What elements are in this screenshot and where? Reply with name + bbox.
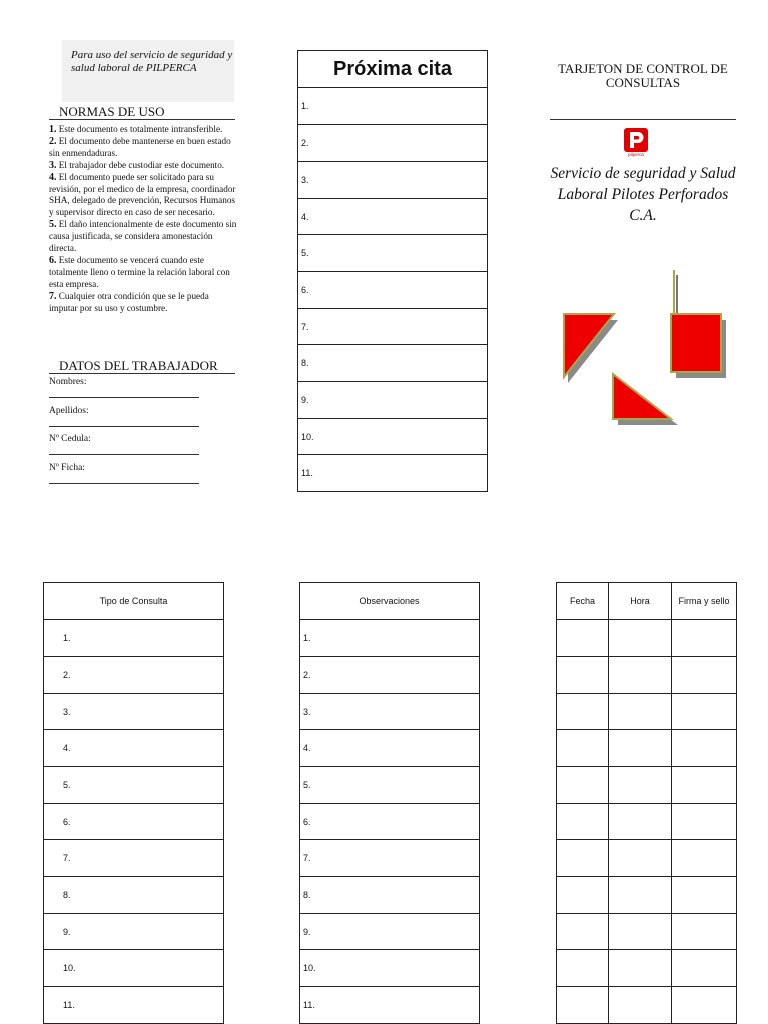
table-row xyxy=(557,987,737,1024)
fecha-cell[interactable] xyxy=(557,694,609,730)
usage-note-text: Para uso del servicio de seguridad y salud laboral de PILPERCA xyxy=(71,49,233,74)
table-row[interactable]: 10. xyxy=(300,950,480,987)
firma-cell[interactable] xyxy=(672,877,737,914)
rule-item xyxy=(49,160,239,172)
geometric-logo-icon xyxy=(555,265,735,435)
rule-item xyxy=(49,136,239,160)
hora-cell[interactable] xyxy=(609,620,672,657)
table-row[interactable]: 2. xyxy=(300,657,480,694)
observaciones-table xyxy=(299,582,480,1024)
worker-field-ficha[interactable] xyxy=(49,462,239,491)
table-row[interactable]: 10. xyxy=(298,419,488,455)
hora-cell[interactable] xyxy=(609,877,672,914)
field-label: Apellidos: xyxy=(49,405,89,416)
fecha-cell[interactable] xyxy=(557,950,609,987)
table-row[interactable]: 3. xyxy=(298,162,488,199)
rule-item xyxy=(49,172,239,220)
table-row xyxy=(557,730,737,767)
table-row[interactable]: 11. xyxy=(300,987,480,1024)
table-row[interactable]: 5. xyxy=(300,767,480,804)
rule-text: El trabajador debe custodiar este documento. xyxy=(56,159,225,170)
rule-number: 4. xyxy=(49,171,57,183)
hora-cell[interactable] xyxy=(609,657,672,694)
registro-table xyxy=(556,582,737,1024)
worker-field-nombres[interactable] xyxy=(49,376,239,405)
firma-cell[interactable] xyxy=(672,987,737,1024)
table-row xyxy=(557,877,737,914)
fecha-cell[interactable] xyxy=(557,620,609,657)
tipo-consulta-table xyxy=(43,582,224,1024)
firma-cell[interactable] xyxy=(672,914,737,950)
table-row[interactable]: 3. xyxy=(300,694,480,730)
pilperca-logo xyxy=(623,127,649,161)
fecha-cell[interactable] xyxy=(557,987,609,1024)
hora-header: Hora xyxy=(609,583,672,620)
rule-text: Cualquier otra condición que se le pueda imputar por su uso y costumbre. xyxy=(49,290,209,313)
proxima-cita-title: Próxima cita xyxy=(298,51,488,88)
rule-number: 3. xyxy=(49,159,57,171)
fecha-header: Fecha xyxy=(557,583,609,620)
table-row xyxy=(557,950,737,987)
rule-text: El documento puede ser solicitado para su revisión, por el medico de la empresa, coordinador SHA, delegado de prevención, Recursos Humanos y supervisor directo en caso de ser necesario. xyxy=(49,171,236,218)
usage-note xyxy=(62,40,234,102)
table-row[interactable]: 6. xyxy=(300,804,480,840)
rules-list xyxy=(49,124,239,315)
worker-data-heading: DATOS DEL TRABAJADOR xyxy=(49,358,235,374)
title-divider xyxy=(550,119,736,120)
table-row[interactable]: 11. xyxy=(44,987,224,1024)
table-row xyxy=(557,767,737,804)
firma-cell[interactable] xyxy=(672,804,737,840)
table-row xyxy=(557,914,737,950)
firma-cell[interactable] xyxy=(672,840,737,877)
rule-text: Este documento se vencerá cuando este totalmente lleno o termine la relación laboral con esta empresa. xyxy=(49,254,230,289)
hora-cell[interactable] xyxy=(609,804,672,840)
rule-number: 5. xyxy=(49,219,57,231)
rule-number: 1. xyxy=(49,124,57,135)
worker-field-apellidos[interactable] xyxy=(49,405,239,434)
rule-text: El daño intencionalmente de este documento sin causa justificada, se considera amonestación directa. xyxy=(49,219,237,254)
fecha-cell[interactable] xyxy=(557,804,609,840)
fecha-cell[interactable] xyxy=(557,840,609,877)
field-line xyxy=(49,397,199,398)
table-row[interactable]: 10. xyxy=(44,950,224,987)
table-row[interactable]: 6. xyxy=(298,272,488,309)
table-row[interactable]: 6. xyxy=(44,804,224,840)
table-row[interactable]: 7. xyxy=(298,309,488,345)
rule-number: 2. xyxy=(49,135,57,147)
hora-cell[interactable] xyxy=(609,730,672,767)
table-row[interactable]: 1. xyxy=(300,620,480,657)
fecha-cell[interactable] xyxy=(557,730,609,767)
rule-item xyxy=(49,291,239,315)
firma-cell[interactable] xyxy=(672,730,737,767)
table-row[interactable]: 1. xyxy=(298,88,488,125)
proxima-cita-table xyxy=(297,50,488,492)
observaciones-header: Observaciones xyxy=(300,583,480,620)
table-row[interactable]: 4. xyxy=(300,730,480,767)
field-label: Nombres: xyxy=(49,377,87,387)
table-row xyxy=(557,804,737,840)
worker-field-cedula[interactable] xyxy=(49,433,239,462)
firma-cell[interactable] xyxy=(672,657,737,694)
field-line xyxy=(49,483,199,484)
rule-number: 6. xyxy=(49,254,57,266)
firma-cell[interactable] xyxy=(672,620,737,657)
rule-item xyxy=(49,255,239,291)
hora-cell[interactable] xyxy=(609,950,672,987)
fecha-cell[interactable] xyxy=(557,767,609,804)
rule-text: Este documento es totalmente intransferible. xyxy=(56,124,223,134)
field-label: Nº Ficha: xyxy=(49,462,85,473)
table-row[interactable]: 4. xyxy=(298,199,488,235)
table-row[interactable]: 7. xyxy=(44,840,224,877)
rule-item xyxy=(49,124,239,136)
company-name: Servicio de seguridad y Salud Laboral Pilotes Perforados C.A. xyxy=(550,165,736,224)
firma-cell[interactable] xyxy=(672,767,737,804)
hora-cell[interactable] xyxy=(609,987,672,1024)
firma-sello-header: Firma y sello xyxy=(672,583,737,620)
table-row[interactable]: 7. xyxy=(300,840,480,877)
table-row[interactable]: 9. xyxy=(44,914,224,950)
field-line xyxy=(49,454,199,455)
fecha-cell[interactable] xyxy=(557,657,609,694)
field-label: Nº Cedula: xyxy=(49,434,91,444)
rule-item xyxy=(49,219,239,255)
logo-caption: pilperca xyxy=(628,152,644,157)
table-row[interactable]: 2. xyxy=(44,657,224,694)
table-row[interactable]: 3. xyxy=(44,694,224,730)
table-row[interactable]: 2. xyxy=(298,125,488,162)
rule-text: El documento debe mantenerse en buen estado sin enmendaduras. xyxy=(49,135,231,158)
hora-cell[interactable] xyxy=(609,840,672,877)
rule-number: 7. xyxy=(49,290,57,302)
table-row xyxy=(557,657,737,694)
hora-cell[interactable] xyxy=(609,767,672,804)
table-row[interactable]: 8. xyxy=(300,877,480,914)
fecha-cell[interactable] xyxy=(557,914,609,950)
table-row[interactable]: 9. xyxy=(298,382,488,419)
table-row[interactable]: 8. xyxy=(298,345,488,382)
table-row[interactable]: 5. xyxy=(44,767,224,804)
table-row[interactable]: 1. xyxy=(44,620,224,657)
hora-cell[interactable] xyxy=(609,694,672,730)
table-row[interactable]: 9. xyxy=(300,914,480,950)
table-row[interactable]: 5. xyxy=(298,235,488,272)
table-row xyxy=(557,620,737,657)
firma-cell[interactable] xyxy=(672,950,737,987)
table-row[interactable]: 4. xyxy=(44,730,224,767)
fecha-cell[interactable] xyxy=(557,877,609,914)
table-row[interactable]: 11. xyxy=(298,455,488,492)
table-row xyxy=(557,694,737,730)
tipo-consulta-header: Tipo de Consulta xyxy=(44,583,224,620)
table-row xyxy=(557,840,737,877)
firma-cell[interactable] xyxy=(672,694,737,730)
card-title: TARJETON DE CONTROL DE CONSULTAS xyxy=(558,61,728,90)
field-line xyxy=(49,426,199,427)
hora-cell[interactable] xyxy=(609,914,672,950)
table-row[interactable]: 8. xyxy=(44,877,224,914)
rules-heading: NORMAS DE USO xyxy=(49,104,235,120)
worker-fields xyxy=(49,376,239,490)
